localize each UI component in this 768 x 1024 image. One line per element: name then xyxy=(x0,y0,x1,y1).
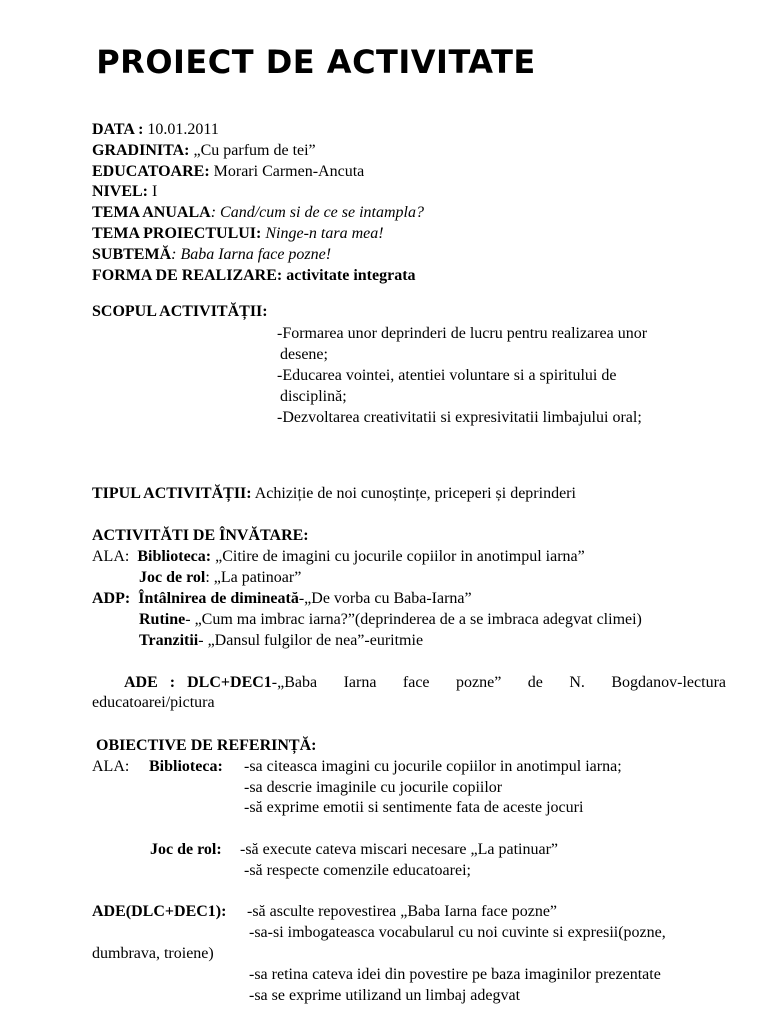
obiective-bib-1: -sa citeasca imagini cu jocurile copiilor in anotimpul iarna; xyxy=(244,758,622,775)
header-row xyxy=(92,224,384,245)
obiective-heading: OBIECTIVE DE REFERINȚĂ: xyxy=(96,737,317,754)
ade-text: -„Baba Iarna face pozne” de N. Bogdanov-lectura xyxy=(271,674,726,691)
ade-line-2: educatoarei/pictura xyxy=(92,694,215,711)
obiective-bib-3: -să exprime emotii si sentimente fata de aceste jocuri xyxy=(244,799,584,816)
scop-line-1: -Formarea unor deprinderi de lucru pentru realizarea unor xyxy=(277,325,648,342)
ala-joc-de-rol: Joc de rol xyxy=(139,569,206,586)
header-label: NIVEL: xyxy=(92,183,149,201)
header-value: „Cu parfum de tei” xyxy=(189,141,316,159)
obiective-ala-prefix: ALA: xyxy=(92,758,130,775)
header-value: Ninge-n tara mea! xyxy=(261,225,384,242)
obiective-bib-2: -sa descrie imaginile cu jocurile copiilor xyxy=(244,779,503,796)
adp-line-3 xyxy=(139,631,423,652)
page-title: PROIECT DE ACTIVITATE xyxy=(96,43,536,81)
ala-biblioteca: Biblioteca: xyxy=(137,548,212,565)
adp-prefix: ADP: xyxy=(92,590,131,607)
scop-line-3: -Educarea vointei, atentiei voluntare si a spiritului de xyxy=(277,367,617,384)
header-row xyxy=(92,162,364,183)
ala-joc-de-rol-text: : „La patinoar” xyxy=(205,569,302,586)
obiective-ade-label: ADE(DLC+DEC1): xyxy=(92,903,227,920)
ade-label: ADE : DLC+DEC1 xyxy=(124,674,272,691)
scop-line-5: -Dezvoltarea creativitatii si expresivitatii limbajului oral; xyxy=(277,409,642,426)
header-value: Morari Carmen-Ancuta xyxy=(209,162,365,180)
obiective-joc-de-rol: Joc de rol: xyxy=(150,841,222,858)
obiective-ade-3: dumbrava, troiene) xyxy=(92,945,214,962)
scop-label: SCOPUL ACTIVITĂȚII: xyxy=(92,303,268,320)
adp-intalnirea-text: -„De vorba cu Baba-Iarna” xyxy=(298,590,472,607)
header-value: 10.01.2011 xyxy=(143,121,219,138)
ala-line-2 xyxy=(139,568,301,589)
obiective-joc-2: -să respecte comenzile educatoarei; xyxy=(244,862,471,879)
header-value: : Cand/cum si de ce se intampla? xyxy=(210,204,424,222)
header-value: I xyxy=(148,183,158,201)
ala-biblioteca-text: „Citire de imagini cu jocurile copiilor in anotimpul iarna” xyxy=(211,548,585,565)
obiective-ade-2: -sa-si imbogateasca vocabularul cu noi cuvinte si expresii(pozne, xyxy=(249,924,666,941)
header-value: : Baba Iarna face pozne! xyxy=(171,245,332,263)
adp-line-2 xyxy=(139,610,642,631)
header-row xyxy=(92,203,424,224)
ala-prefix: ALA: xyxy=(92,548,130,565)
scop-line-2: desene; xyxy=(280,346,328,363)
header-row xyxy=(92,141,316,162)
header-label: EDUCATOARE: xyxy=(92,162,210,180)
adp-tranzitii: Tranzitii xyxy=(139,632,199,649)
obiective-biblioteca: Biblioteca: xyxy=(149,758,223,775)
header-label: DATA : xyxy=(92,121,144,138)
scop-line-4: disciplină; xyxy=(280,388,347,405)
obiective-ade-4: -sa retina cateva idei din povestire pe baza imaginilor prezentate xyxy=(249,966,661,983)
header-label: SUBTEMĂ xyxy=(92,245,172,263)
tip-label: TIPUL ACTIVITĂȚII: xyxy=(92,485,252,502)
ade-line-1 xyxy=(124,673,726,694)
adp-intalnirea: Întâlnirea de dimineată xyxy=(138,590,299,607)
header-label: TEMA PROIECTULUI: xyxy=(92,225,262,242)
header-row xyxy=(92,182,157,203)
header-label: TEMA ANUALA xyxy=(92,204,211,222)
tip-value: Achiziție de noi cunoștințe, priceperi și deprinderi xyxy=(251,485,576,502)
header-value: activitate integrata xyxy=(282,266,416,284)
obiective-ade-1: -să asculte repovestirea „Baba Iarna face pozne” xyxy=(247,903,558,920)
header-row xyxy=(92,120,219,141)
adp-tranzitii-text: - „Dansul fulgilor de nea”-euritmie xyxy=(198,632,424,649)
header-row xyxy=(92,245,331,266)
tip-activitate xyxy=(92,484,576,505)
header-label: FORMA DE REALIZARE: xyxy=(92,266,283,284)
activitati-heading: ACTIVITĂTI DE ÎNVĂTARE: xyxy=(92,527,309,544)
obiective-joc-1: -să execute cateva miscari necesare „La patinuar” xyxy=(240,841,559,858)
adp-rutine-text: - „Cum ma imbrac iarna?”(deprinderea de a se imbraca adegvat climei) xyxy=(185,611,642,628)
adp-rutine: Rutine xyxy=(139,611,186,628)
header-row xyxy=(92,266,416,287)
adp-line-1 xyxy=(92,589,472,610)
ala-line-1 xyxy=(92,547,585,568)
header-label: GRADINITA: xyxy=(92,141,190,159)
obiective-ade-5: -sa se exprime utilizand un limbaj adegvat xyxy=(249,987,521,1004)
